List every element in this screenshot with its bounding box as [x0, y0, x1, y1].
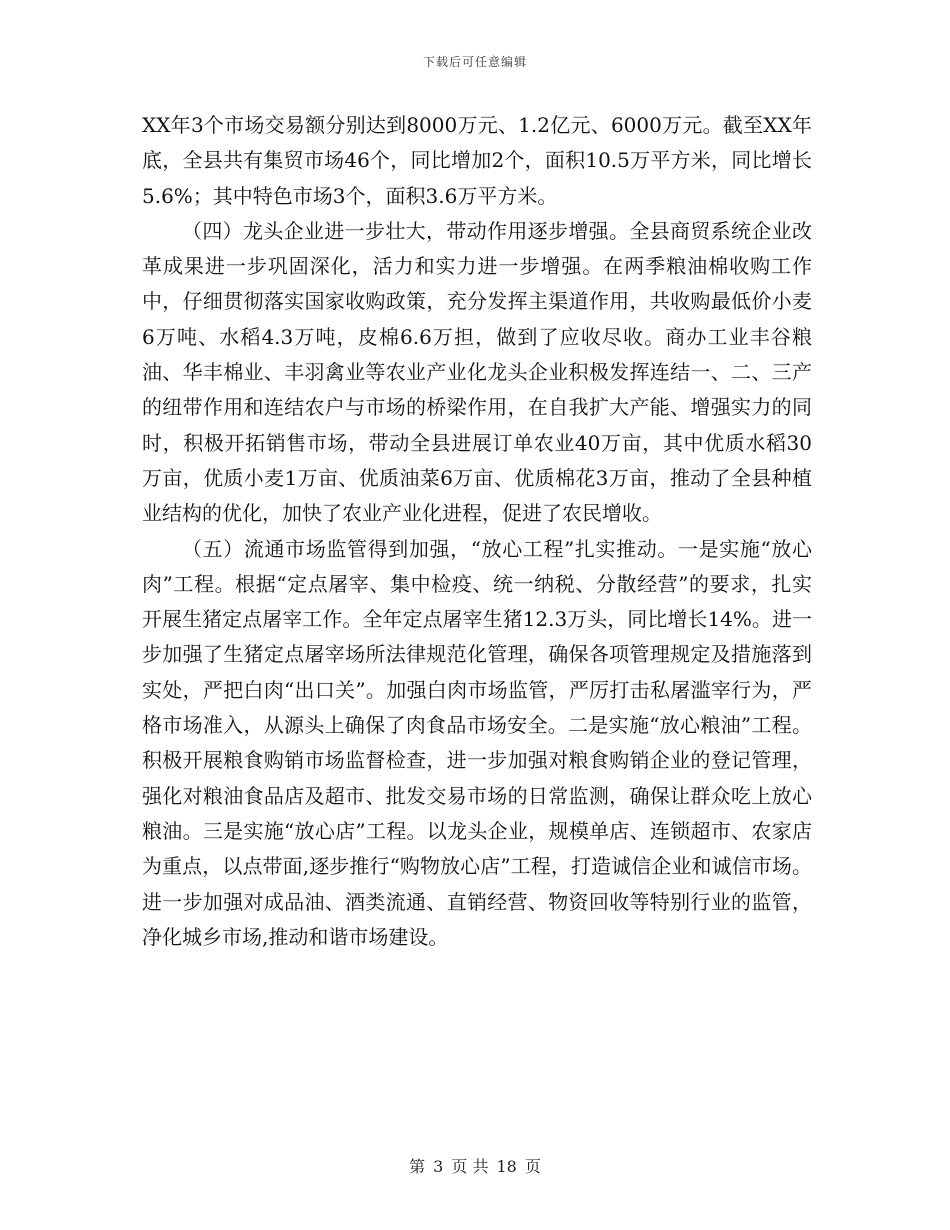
footer-page-mid: 页 共: [451, 1157, 489, 1176]
document-body: [142, 108, 812, 955]
footer-page-suffix: 页: [524, 1157, 541, 1176]
footer-page-number: 3: [433, 1157, 444, 1176]
paragraph-2: （四）龙头企业进一步壮大，带动作用逐步增强。全县商贸系统企业改革成果进一步巩固深化，活力和实力进一步增强。在两季粮油棉收购工作中，仔细贯彻落实国家收购政策，充分发挥主渠道作用，共收购最低价小麦6万吨、水稻4.3万吨，皮棉6.6万担，做到了应收尽收。商办工业丰谷粮油、华丰棉业、丰羽禽业等农业产业化龙头企业积极发挥连结一、二、三产的纽带作用和连结农户与市场的桥梁作用，在自我扩大产能、增强实力的同时，积极开拓销售市场，带动全县进展订单农业40万亩，其中优质水稻30万亩，优质小麦1万亩、优质油菜6万亩、优质棉花3万亩，推动了全县种植业结构的优化，加快了农业产业化进程，促进了农民增收。: [142, 218, 812, 526]
footer-page-total: 18: [496, 1157, 517, 1176]
page-footer: [0, 1154, 950, 1177]
footer-page-prefix: 第: [409, 1157, 426, 1176]
paragraph-3: （五）流通市场监管得到加强，“放心工程”扎实推动。一是实施“放心肉”工程。根据“定点屠宰、集中检疫、统一纳税、分散经营”的要求，扎实开展生猪定点屠宰工作。全年定点屠宰生猪12.3万头，同比增长14%。进一步加强了生猪定点屠宰场所法律规范化管理，确保各项管理规定及措施落到实处，严把白肉“出口关”。加强白肉市场监管，严厉打击私屠滥宰行为，严格市场准入，从源头上确保了肉食品市场安全。二是实施“放心粮油”工程。积极开展粮食购销市场监督检查，进一步加强对粮食购销企业的登记管理，强化对粮油食品店及超市、批发交易市场的日常监测，确保让群众吃上放心粮油。三是实施“放心店”工程。以龙头企业，规模单店、连锁超市、农家店为重点，以点带面,逐步推行“购物放心店”工程，打造诚信企业和诚信市场。进一步加强对成品油、酒类流通、直销经营、物资回收等特别行业的监管，净化城乡市场,推动和谐市场建设。: [142, 536, 812, 949]
header-note: 下载后可任意编辑: [422, 55, 527, 69]
paragraph-1: XX年3个市场交易额分别达到8000万元、1.2亿元、6000万元。截至XX年底，全县共有集贸市场46个，同比增加2个，面积10.5万平方米，同比增长5.6%；其中特色市场3个，面积3.6万平方米。: [142, 113, 812, 208]
